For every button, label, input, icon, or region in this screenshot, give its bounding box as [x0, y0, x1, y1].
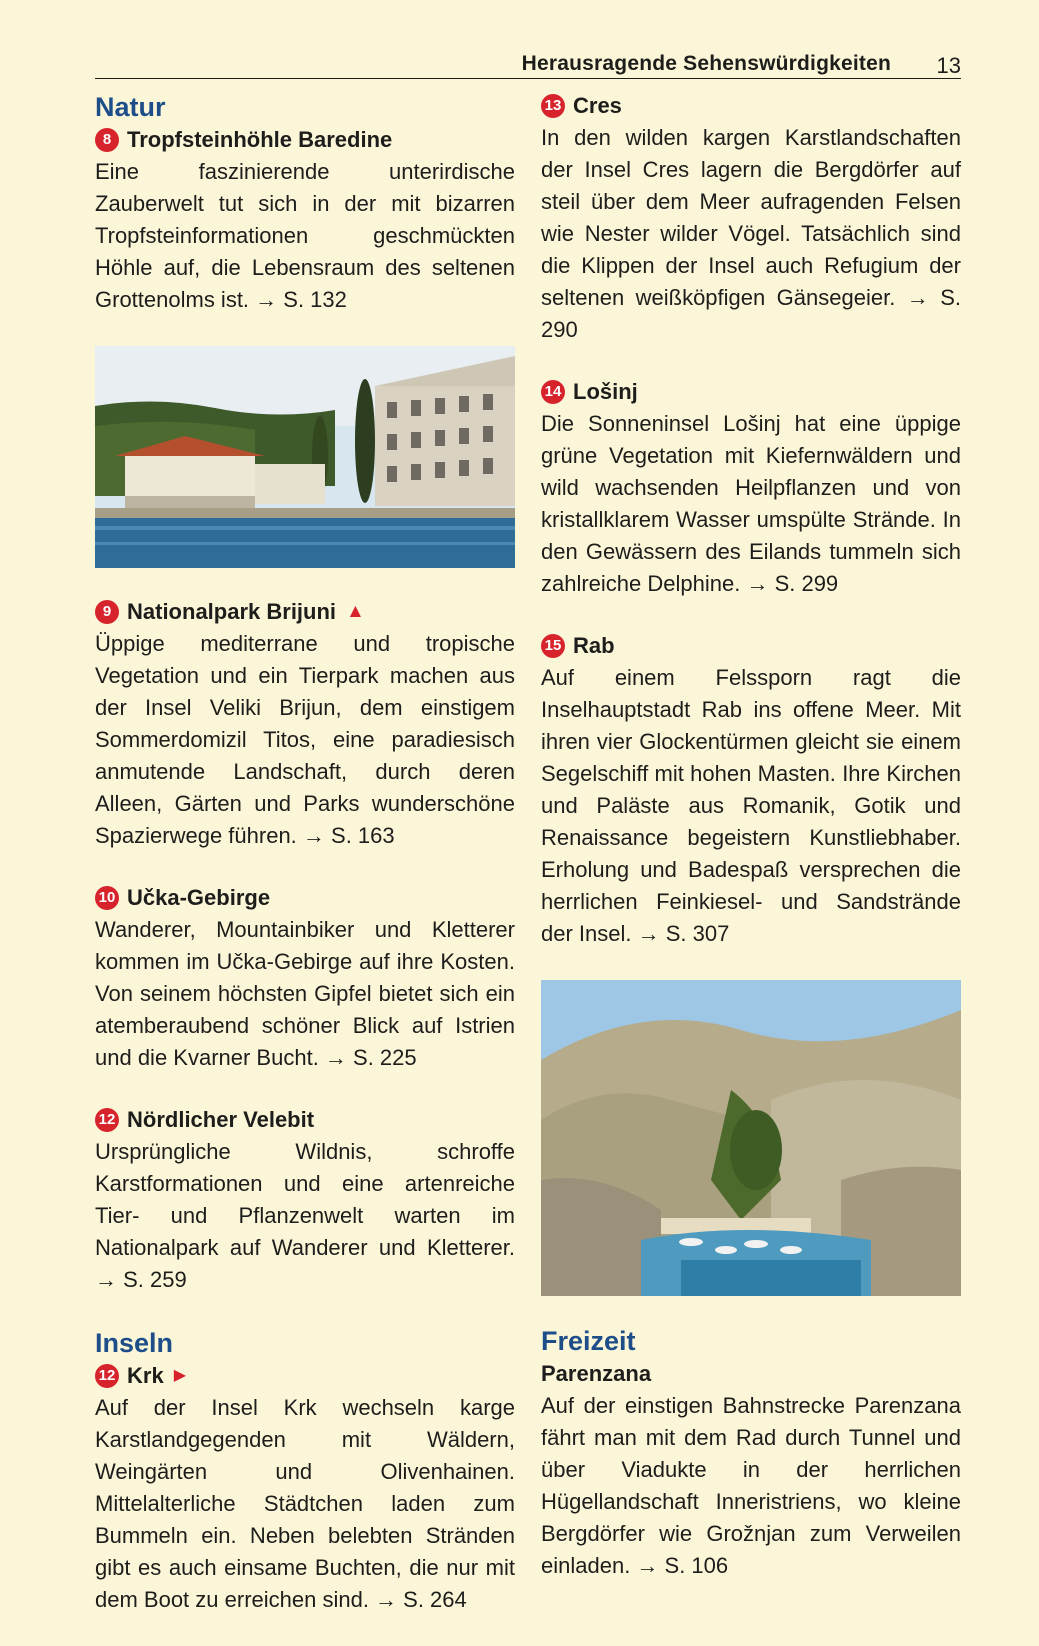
number-badge: 9: [95, 600, 119, 624]
entry-title: Krk: [127, 1363, 164, 1388]
entry-text: Wanderer, Mountainbiker und Kletterer kommen im Učka-Gebirge auf ihre Kosten. Von seinem höchsten Gipfel bietet sich ein atemberaubend schöner Blick auf Istrien und die Kvarner Bucht. → S. 225: [95, 917, 515, 1070]
entry-cres: [541, 90, 961, 346]
number-badge: 8: [95, 128, 119, 152]
entry-velebit: [95, 1104, 515, 1296]
running-header: [95, 48, 961, 79]
entry-title: Tropfsteinhöhle Baredine: [127, 127, 393, 152]
left-column: [95, 90, 515, 1646]
entry-rab: [541, 630, 961, 950]
right-column: [541, 90, 961, 1612]
entry-title: Nördlicher Velebit: [127, 1107, 315, 1132]
number-badge: 14: [541, 380, 565, 404]
entry-text: Auf einem Felssporn ragt die Inselhauptstadt Rab ins offene Meer. Mit ihren vier Glockentürmen gleicht sie einem Segelschiff mit hohen Masten. Ihre Kirchen und Paläste aus Romanik, Gotik und Renaissance begeistern Kunstliebhaber. Erholung und Badespaß versprechen die herrlichen Feinkiesel- und Sandstrände der Insel. → S. 307: [541, 665, 961, 946]
number-badge: 12: [95, 1108, 119, 1132]
entry-krk: [95, 1360, 515, 1616]
entry-title: Rab: [573, 633, 615, 658]
entry-text: Üppige mediterrane und tropische Vegetation und ein Tierpark machen aus der Insel Veliki Brijun, dem einstigem Sommerdomizil Titos, eine paradiesisch anmutende Landschaft, durch deren Alleen, Gärten und Parks wunderschöne Spazierwege führen. → S. 163: [95, 631, 515, 848]
number-badge: 10: [95, 886, 119, 910]
entry-title: Parenzana: [541, 1361, 652, 1386]
entry-brijuni: [95, 596, 515, 852]
section-heading-natur: Natur: [95, 92, 166, 122]
entry-text: Ursprüngliche Wildnis, schroffe Karstformationen und eine artenreiche Tier- und Pflanzenwelt warten im Nationalpark auf Wanderer und Kletterer. → S. 259: [95, 1139, 515, 1292]
entry-title: Nationalpark Brijuni: [127, 599, 337, 624]
entry-text: Auf der Insel Krk wechseln karge Karstlandgegenden mit Wäldern, Weingärten und Olivenhainen. Mittelalterliche Städtchen laden zum Bummeln ein. Neben belebten Stränden gibt es auch einsame Buchten, die nur mit dem Boot zu erreichen sind. → S. 264: [95, 1395, 515, 1612]
entry-title: Cres: [573, 93, 622, 118]
triangle-up-icon: ▲: [346, 601, 365, 622]
entry-baredine: [95, 124, 515, 316]
entry-text: Die Sonneninsel Lošinj hat eine üppige grüne Vegetation mit Kiefernwäldern und wild wachsenden Heilpflanzen und von kristallklarem Wasser umspülte Strände. In den Gewässern des Eilands tummeln sich zahlreiche Delphine. → S. 299: [541, 411, 961, 596]
photo-bay-boats: [541, 980, 961, 1296]
entry-title: Učka-Gebirge: [127, 885, 271, 910]
entry-parenzana: [541, 1358, 961, 1582]
entry-losinj: [541, 376, 961, 600]
number-badge: 15: [541, 634, 565, 658]
entry-title: Lošinj: [573, 379, 638, 404]
entry-ucka: [95, 882, 515, 1074]
number-badge: 13: [541, 94, 565, 118]
section-heading-inseln: Inseln: [95, 1328, 174, 1358]
entry-text: Eine faszinierende unterirdische Zauberwelt tut sich in der mit bizarren Tropfsteinformationen geschmückten Höhle auf, die Lebensraum des seltenen Grottenolms ist. → S. 132: [95, 159, 515, 312]
photo-brijuni-harbor: [95, 346, 515, 568]
entry-text: In den wilden kargen Karstlandschaften der Insel Cres lagern die Bergdörfer auf steil über dem Meer aufragenden Felsen wie Nester wilder Vögel. Tatsächlich sind die Klippen der Insel auch Refugium der seltenen weißköpfigen Gänsegeier. → S. 290: [541, 125, 961, 342]
entry-text: Auf der einstigen Bahnstrecke Parenzana fährt man mit dem Rad durch Tunnel und über Viadukte in der herrlichen Hügellandschaft Inneristriens, wo kleine Bergdörfer wie Grožnjan zum Verweilen einladen. → S. 106: [541, 1393, 961, 1578]
header-title: Herausragende Sehenswürdigkeiten: [521, 52, 891, 75]
section-heading-freizeit: Freizeit: [541, 1326, 636, 1356]
page-number: 13: [936, 53, 961, 78]
number-badge: 12: [95, 1364, 119, 1388]
triangle-right-icon: ▶: [173, 1367, 186, 1384]
